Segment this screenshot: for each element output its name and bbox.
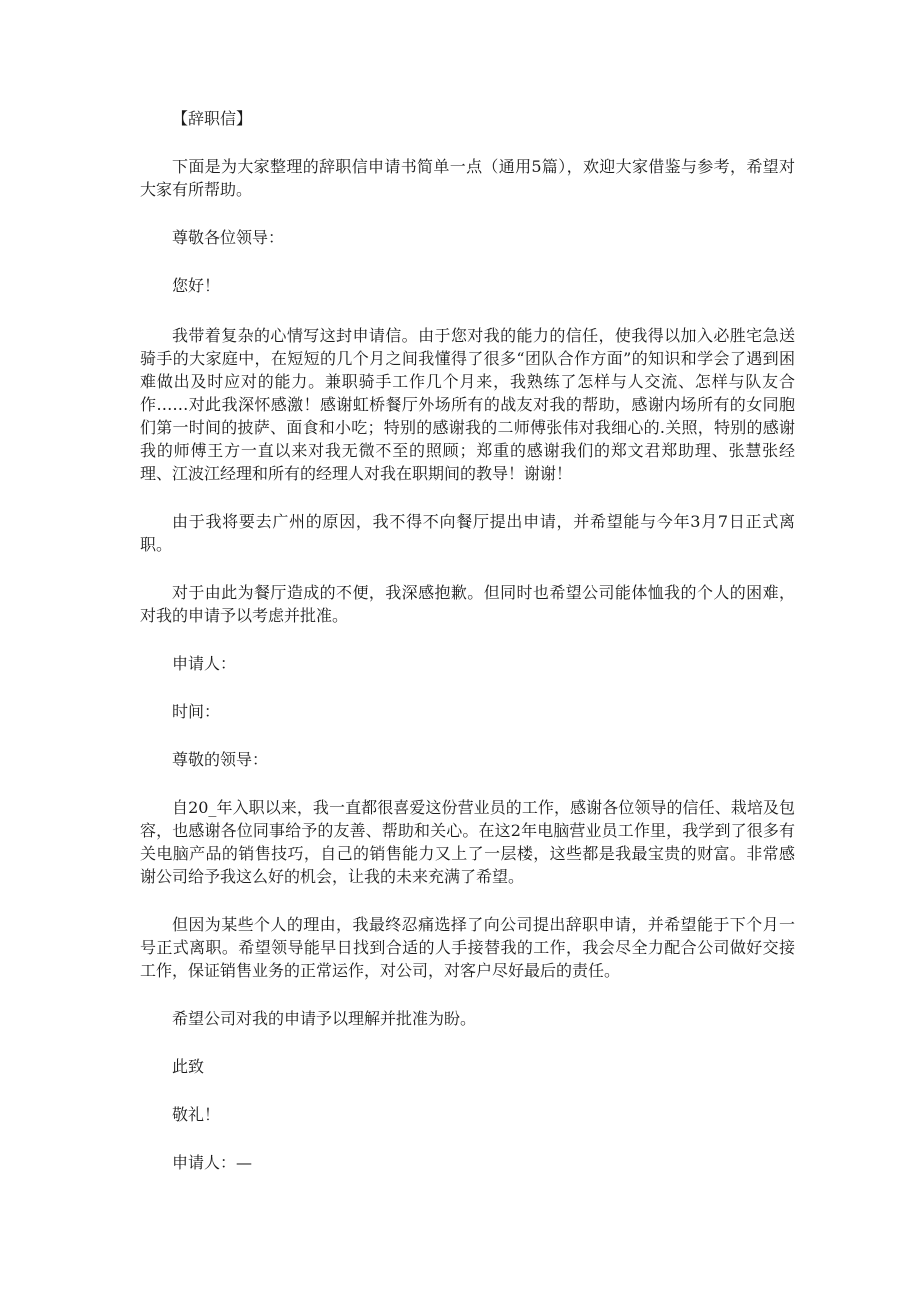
letter2-closing-line-1: 此致	[172, 1057, 205, 1076]
letter1-body-paragraph-2: 由于我将要去广州的原因，我不得不向餐厅提出申请，并希望能与今年3月7日正式离职。	[140, 512, 795, 554]
letter2-closing-line-2: 敬礼！	[172, 1105, 221, 1124]
letter2-body-paragraph-2: 但因为某些个人的理由，我最终忍痛选择了向公司提出辞职申请，并希望能于下个月一号正式离职。希望领导能早日找到合适的人手接替我的工作，我会尽全力配合公司做好交接工作，保证销售业务的正常运作，对公司，对客户尽好最后的责任。	[140, 915, 795, 980]
letter1-greeting: 您好！	[172, 276, 221, 295]
letter1-body-paragraph-1: 我带着复杂的心情写这封申请信。由于您对我的能力的信任，使我得以加入必胜宅急送骑手的大家庭中，在短短的几个月之间我懂得了很多“团队合作方面”的知识和学会了遇到困难做出及时应对的能力。兼职骑手工作几个月来，我熟练了怎样与人交流、怎样与队友合作……对此我深怀感激！感谢虹桥餐厅外场所有的战友对我的帮助，感谢内场所有的女同胞们第一时间的披萨、面食和小吃；特别的感谢我的二师傅张伟对我细心的.关照，特别的感谢我的师傅王方一直以来对我无微不至的照顾；郑重的感谢我们的郑文君郑助理、张慧张经理、江波江经理和所有的经理人对我在职期间的教导！谢谢！	[140, 326, 795, 483]
intro-paragraph: 下面是为大家整理的辞职信申请书简单一点（通用5篇），欢迎大家借鉴与参考，希望对大家有所帮助。	[140, 157, 795, 199]
document-body	[140, 107, 795, 1174]
letter2-body-paragraph-1: 自20_年入职以来，我一直都很喜爱这份营业员的工作，感谢各位领导的信任、栽培及包容，也感谢各位同事给予的友善、帮助和关心。在这2年电脑营业员工作里，我学到了很多有关电脑产品的销售技巧，自己的销售能力又上了一层楼，这些都是我最宝贵的财富。非常感谢公司给予我这么好的机会，让我的未来充满了希望。	[140, 798, 795, 886]
letter1-salutation: 尊敬各位领导：	[172, 228, 285, 247]
document-title: 【辞职信】	[172, 109, 253, 128]
letter2-applicant-line: 申请人：—	[172, 1153, 253, 1172]
letter1-applicant-line: 申请人：	[172, 654, 237, 673]
letter1-date-line: 时间：	[172, 702, 221, 721]
letter1-body-paragraph-3: 对于由此为餐厅造成的不便，我深感抱歉。但同时也希望公司能体恤我的个人的困难，对我的申请予以考虑并批准。	[140, 583, 795, 625]
letter2-body-paragraph-3: 希望公司对我的申请予以理解并批准为盼。	[172, 1009, 477, 1028]
letter2-salutation: 尊敬的领导：	[172, 750, 269, 769]
